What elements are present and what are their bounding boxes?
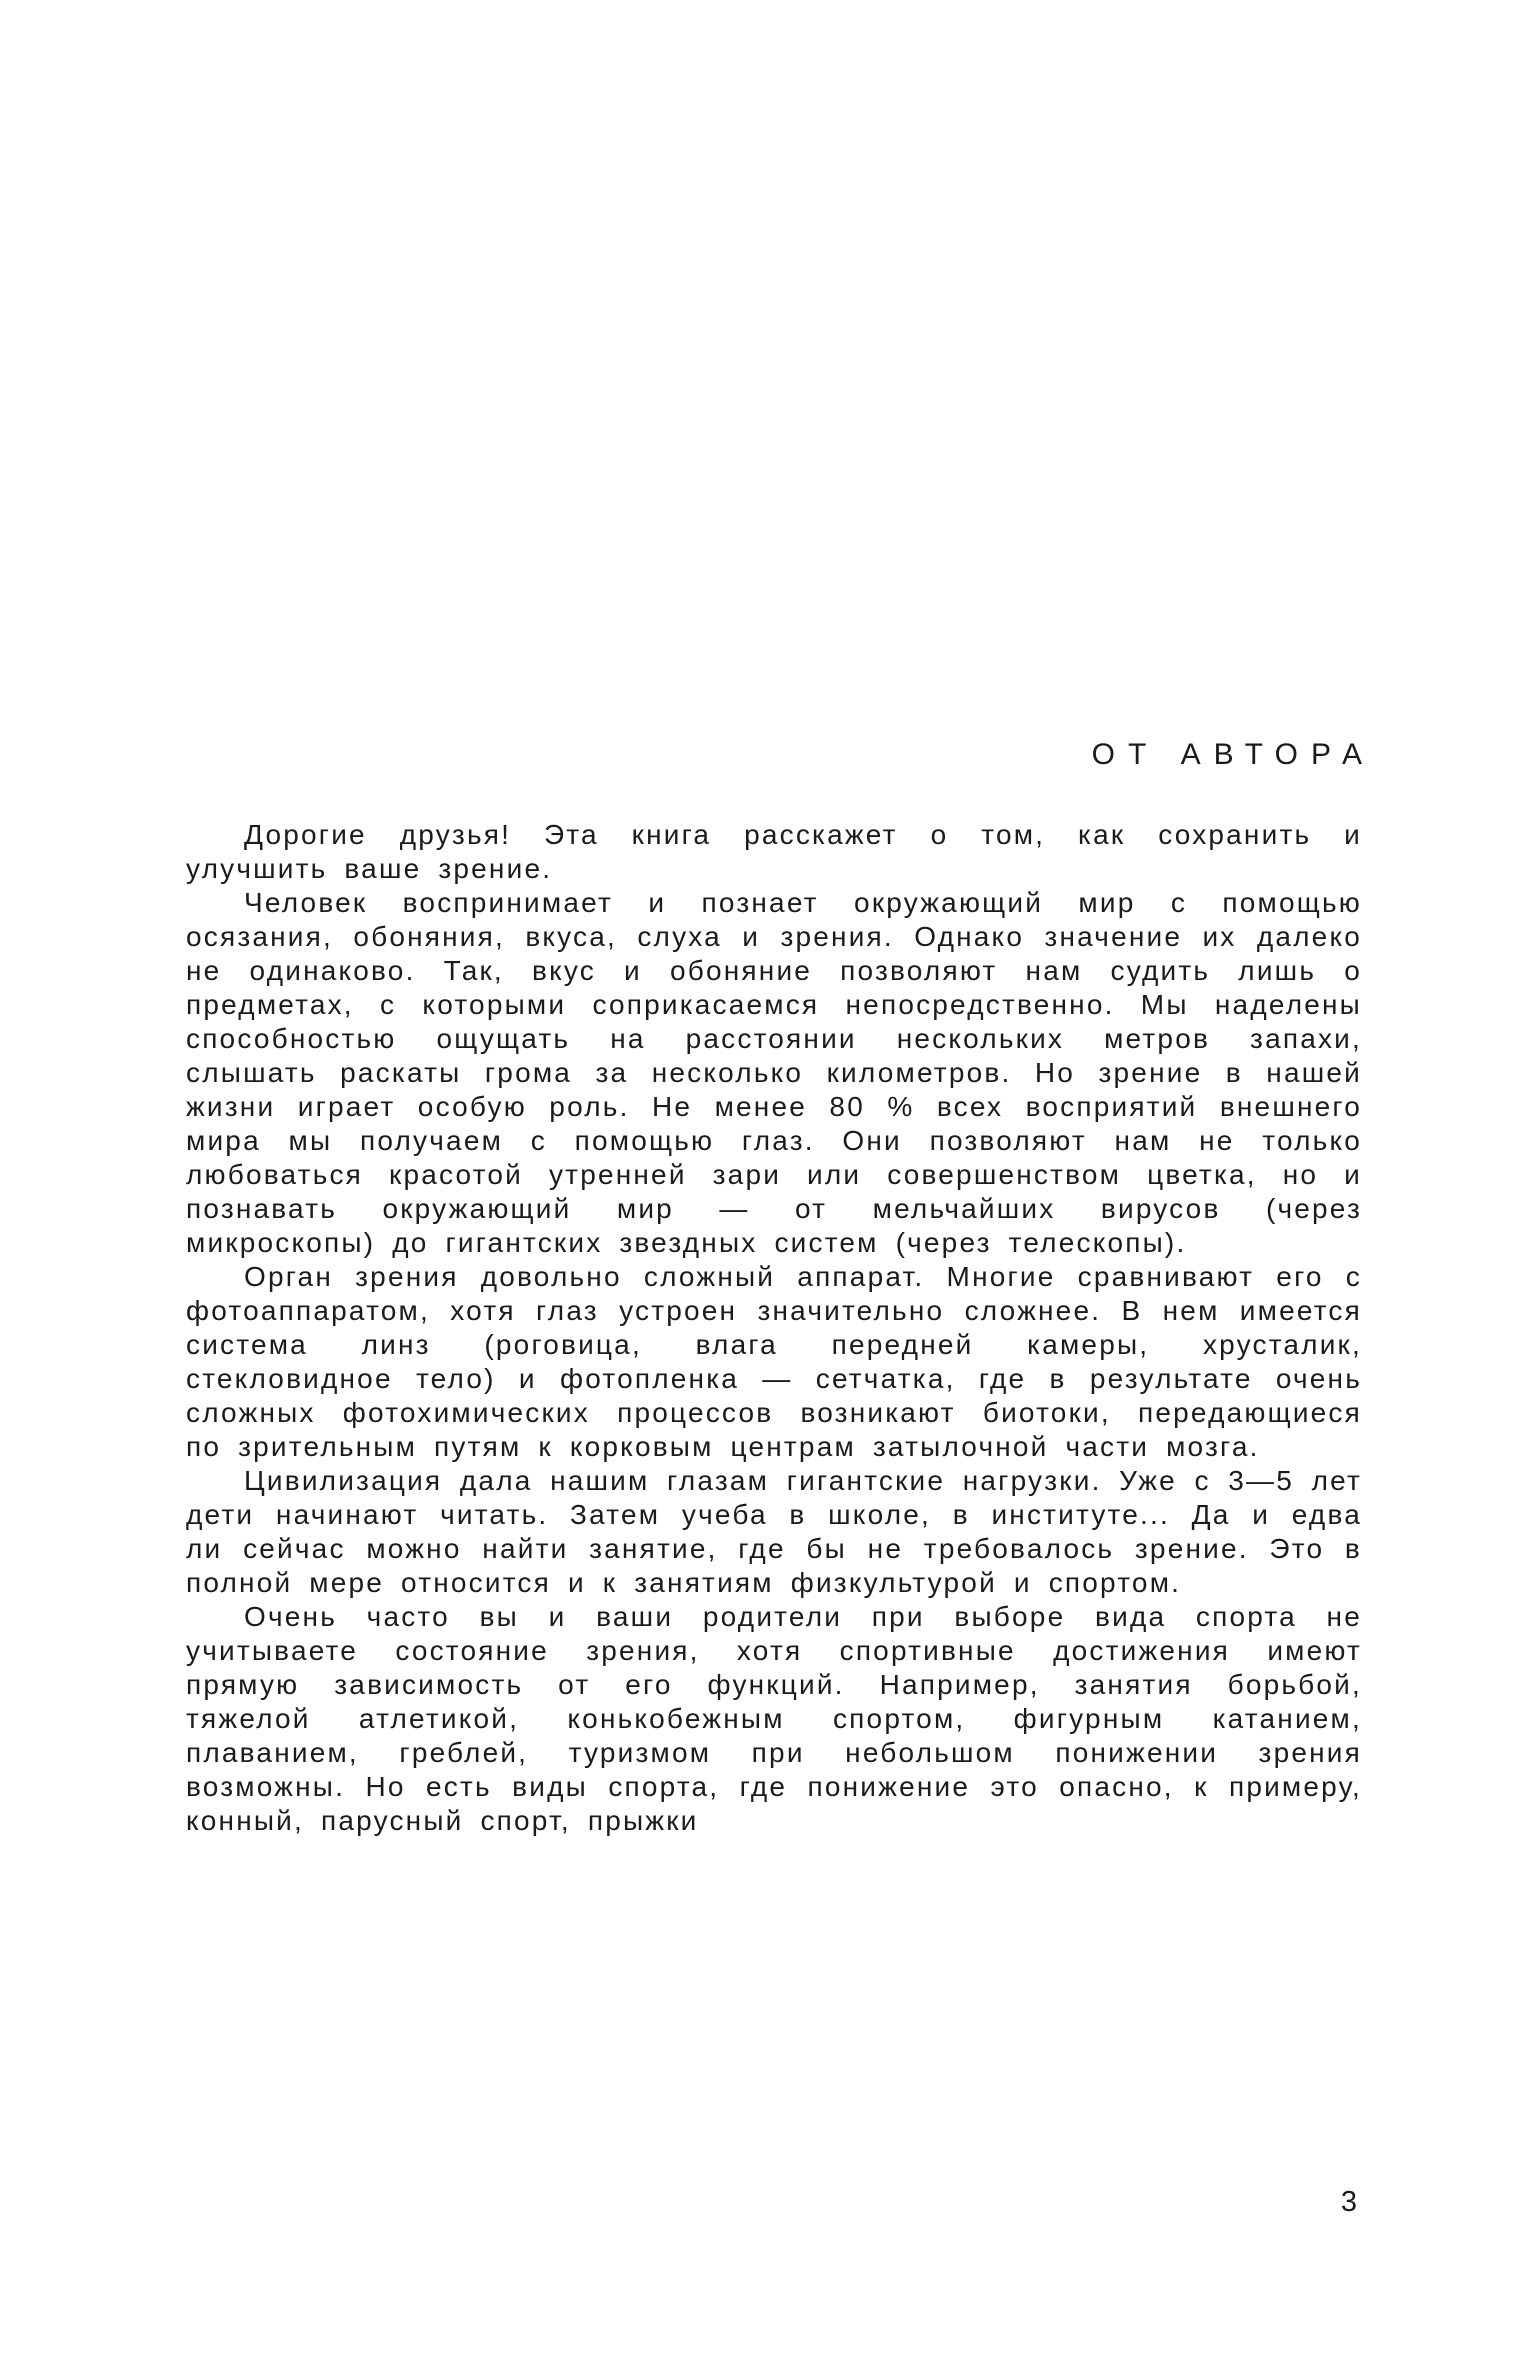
paragraph-senses: Человек воспринимает и познает окружающий мир с помощью осязания, обоняния, вкуса, слуха и зрения. Однако значение их далеко не одинаково. Так, вкус и обоняние позволяют нам судить лишь о предметах, с которыми соприкасаемся непосредственно. Мы наделены способностью ощущать на расстоянии нескольких метров запахи, слышать раскаты грома за несколько километров. Но зрение в нашей жизни играет особую роль. Не менее 80 % всех восприятий внешнего мира мы получаем с помощью глаз. Они позволяют нам не только любоваться красотой утренней зари или совершенством цветка, но и познавать окружающий мир — от мельчайших вирусов (через микроскопы) до гигантских звездных систем (через телескопы). <box>186 887 1362 1258</box>
paragraph-eye-apparatus: Орган зрения довольно сложный аппарат. Многие сравнивают его с фотоаппаратом, хотя глаз устроен значительно сложнее. В нем имеется система линз (роговица, влага передней камеры, хрусталик, стекловидное тело) и фотопленка — сетчатка, где в результате очень сложных фотохимических процессов возникают биотоки, передающиеся по зрительным путям к корковым центрам затылочной части мозга. <box>186 1261 1362 1462</box>
page-number: 3 <box>1340 2186 1358 2218</box>
paragraph-sport-choice: Очень часто вы и ваши родители при выборе вида спорта не учитываете состояние зрения, хотя спортивные достижения имеют прямую зависимость от его функций. Например, занятия борьбой, тяжелой атлетикой, конькобежным спортом, фигурным катанием, плаванием, греблей, туризмом при небольшом понижении зрения возможны. Но есть виды спорта, где понижение это опасно, к примеру, конный, парусный спорт, прыжки <box>186 1601 1362 1836</box>
paragraph-civilization: Цивилизация дала нашим глазам гигантские нагрузки. Уже с 3—5 лет дети начинают читать. Затем учеба в школе, в институте... Да и едва ли сейчас можно найти занятие, где бы не требовалось зрение. Это в полной мере относится и к занятиям физкультурой и спортом. <box>186 1465 1362 1598</box>
text-column <box>186 738 1375 1838</box>
paragraph-intro: Дорогие друзья! Эта книга расскажет о том, как сохранить и улучшить ваше зрение. <box>186 819 1362 884</box>
chapter-title: ОТ АВТОРА <box>1091 738 1375 771</box>
